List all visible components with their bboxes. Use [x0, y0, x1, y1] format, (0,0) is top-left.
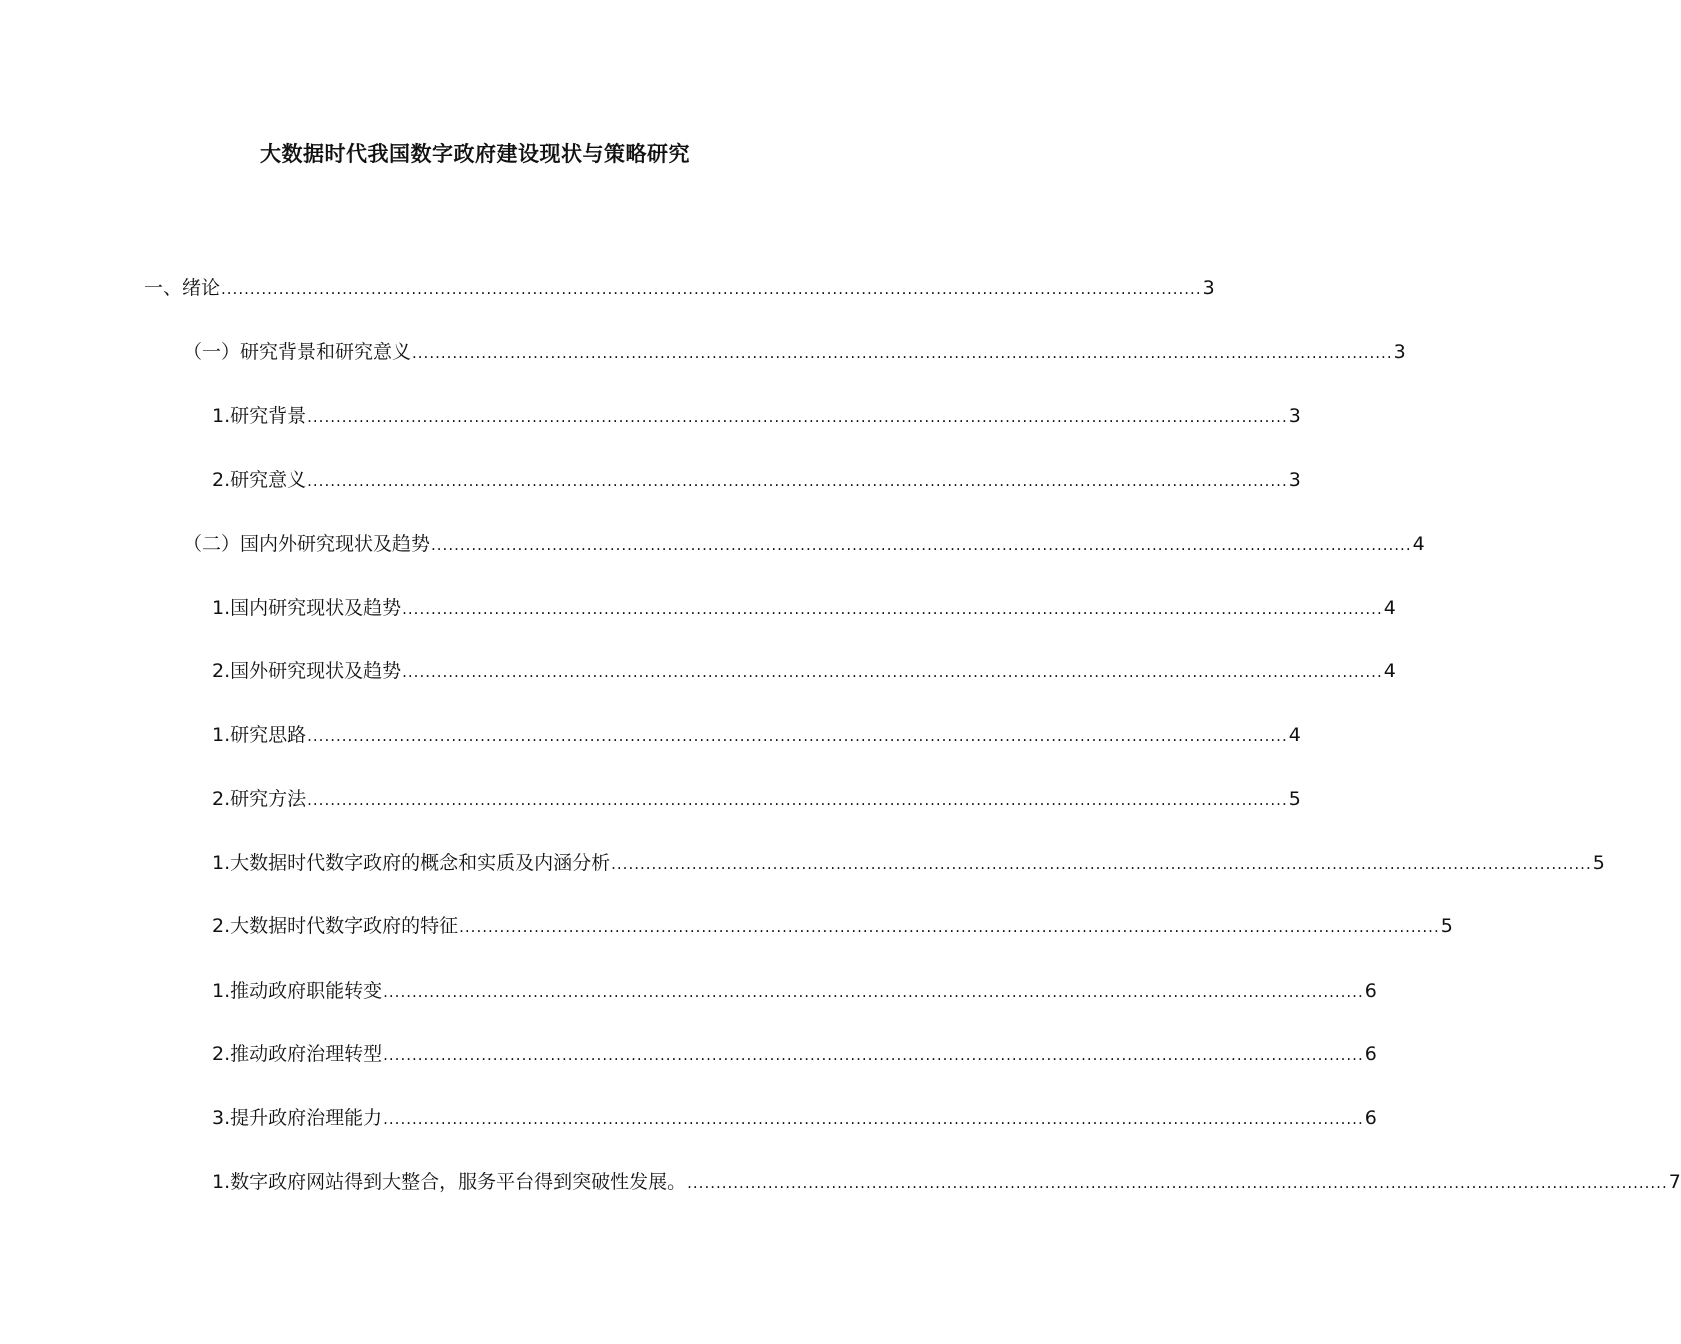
toc-leader-dots: ..........................................................................................................................................................................: [307, 408, 1288, 426]
toc-page-number: 4: [1383, 660, 1396, 682]
toc-entry[interactable]: [212, 851, 1605, 875]
toc-page-number: 6: [1364, 1107, 1377, 1129]
toc-entry[interactable]: [183, 532, 1425, 556]
toc-leader-dots: ..........................................................................................................................................................................: [459, 918, 1440, 936]
toc-page-number: 6: [1364, 1043, 1377, 1065]
toc-page-number: 4: [1383, 597, 1396, 619]
toc-entry[interactable]: [212, 1106, 1377, 1130]
toc-leader-dots: ..........................................................................................................................................................................: [412, 344, 1393, 362]
toc-leader-dots: ..........................................................................................................................................................................: [221, 280, 1202, 298]
toc-entry-label: 一、绪论: [144, 277, 221, 299]
toc-entry[interactable]: [212, 468, 1301, 492]
toc-page-number: 5: [1592, 852, 1605, 874]
toc-page-number: 3: [1202, 277, 1215, 299]
toc-entry[interactable]: [212, 1170, 1681, 1194]
toc-entry-label: 1.研究背景: [212, 405, 307, 427]
toc-entry-label: 2.国外研究现状及趋势: [212, 660, 402, 682]
toc-page-number: 3: [1288, 405, 1301, 427]
toc-entry-label: 2.研究意义: [212, 469, 307, 491]
toc-entry[interactable]: [212, 1042, 1377, 1066]
toc-entry-label: 1.大数据时代数字政府的概念和实质及内涵分析: [212, 852, 611, 874]
toc-page-number: 4: [1412, 533, 1425, 555]
toc-entry-label: （二）国内外研究现状及趋势: [183, 533, 431, 555]
toc-leader-dots: ..........................................................................................................................................................................: [383, 1110, 1364, 1128]
toc-entry-label: （一）研究背景和研究意义: [183, 341, 412, 363]
toc-page-number: 7: [1668, 1171, 1681, 1193]
toc-leader-dots: ..........................................................................................................................................................................: [687, 1174, 1668, 1192]
toc-entry-label: 2.推动政府治理转型: [212, 1043, 383, 1065]
toc-entry-label: 1.研究思路: [212, 724, 307, 746]
toc-entry-label: 1.国内研究现状及趋势: [212, 597, 402, 619]
toc-leader-dots: ..........................................................................................................................................................................: [307, 727, 1288, 745]
toc-page-number: 5: [1288, 788, 1301, 810]
toc-page-number: 4: [1288, 724, 1301, 746]
toc-entry[interactable]: [212, 659, 1396, 683]
toc-page-number: 3: [1288, 469, 1301, 491]
toc-entry[interactable]: [212, 914, 1453, 938]
toc-leader-dots: ..........................................................................................................................................................................: [307, 472, 1288, 490]
toc-entry[interactable]: [212, 596, 1396, 620]
toc-page-number: 3: [1393, 341, 1406, 363]
toc-leader-dots: ..........................................................................................................................................................................: [307, 791, 1288, 809]
toc-entry-label: 2.研究方法: [212, 788, 307, 810]
toc-leader-dots: ..........................................................................................................................................................................: [402, 600, 1383, 618]
toc-leader-dots: ..........................................................................................................................................................................: [431, 536, 1412, 554]
toc-entry[interactable]: [212, 979, 1377, 1003]
toc-entry-label: 1.推动政府职能转变: [212, 980, 383, 1002]
toc-leader-dots: ..........................................................................................................................................................................: [383, 983, 1364, 1001]
toc-page-number: 5: [1440, 915, 1453, 937]
toc-entry[interactable]: [212, 787, 1301, 811]
toc-entry[interactable]: [183, 340, 1406, 364]
toc-page-number: 6: [1364, 980, 1377, 1002]
toc-leader-dots: ..........................................................................................................................................................................: [383, 1046, 1364, 1064]
toc-entry[interactable]: [144, 276, 1215, 300]
document-title: 大数据时代我国数字政府建设现状与策略研究: [260, 142, 690, 166]
toc-entry-label: 1.数字政府网站得到大整合，服务平台得到突破性发展。: [212, 1171, 687, 1193]
toc-entry[interactable]: [212, 404, 1301, 428]
toc-entry-label: 2.大数据时代数字政府的特征: [212, 915, 459, 937]
toc-entry-label: 3.提升政府治理能力: [212, 1107, 383, 1129]
toc-leader-dots: ..........................................................................................................................................................................: [402, 663, 1383, 681]
toc-leader-dots: ..........................................................................................................................................................................: [611, 855, 1592, 873]
toc-entry[interactable]: [212, 723, 1301, 747]
